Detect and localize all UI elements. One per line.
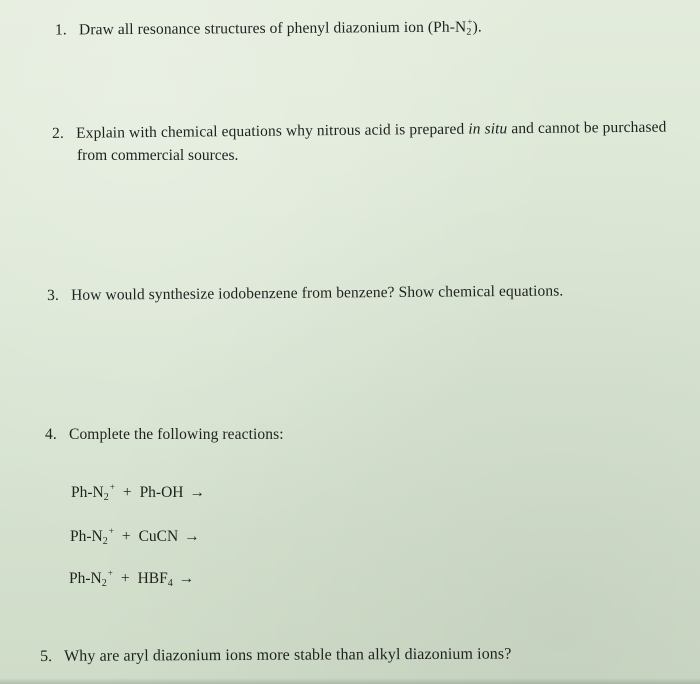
reaction-arrow: → [184, 528, 200, 545]
question-2-continuation: from commercial sources. [77, 147, 239, 164]
reaction-2 [70, 526, 200, 547]
subscript: 2 [102, 536, 108, 547]
subscript: 2 [101, 578, 107, 589]
question-number: 2. [52, 124, 65, 142]
question-1 [55, 12, 482, 46]
reaction-1 [71, 482, 205, 503]
question-text: Draw all resonance structures of phenyl diazonium ion (Ph-N [78, 18, 467, 39]
reaction-3 [69, 568, 194, 589]
question-5 [40, 644, 511, 667]
superscript: + [109, 482, 115, 492]
question-text-end: ). [472, 18, 482, 36]
superscript: + [467, 16, 473, 27]
superscript: + [108, 526, 114, 536]
reagent-subscript: 4 [167, 578, 173, 589]
italic-term: in situ [468, 120, 508, 138]
question-2 [52, 117, 666, 144]
question-text: Why are aryl diazonium ions more stable than alkyl diazonium ions? [64, 645, 512, 665]
page-bottom-shadow [0, 678, 700, 684]
question-number: 3. [47, 286, 59, 304]
reaction-arrow: → [189, 484, 205, 501]
plus-sign: + [120, 570, 130, 587]
plus-sign: + [122, 484, 132, 501]
subscript: 2 [466, 26, 472, 38]
question-number: 1. [54, 21, 67, 39]
reactant: Ph-N [69, 570, 102, 587]
question-text: How would synthesize iodobenzene from benzene? Show chemical equations. [71, 282, 564, 304]
plus-sign: + [121, 528, 131, 545]
reagent: HBF [137, 570, 168, 587]
question-text: Explain with chemical equations why nitrous acid is prepared [76, 120, 469, 142]
superscript: + [107, 568, 113, 578]
question-number: 4. [45, 426, 57, 443]
question-text: Complete the following reactions: [69, 426, 284, 443]
question-text-end: and cannot be purchased [507, 118, 667, 138]
question-3 [47, 280, 563, 306]
reactant: Ph-N [71, 484, 104, 501]
reactant: Ph-N [70, 528, 103, 545]
reagent: CuCN [138, 528, 179, 545]
reaction-arrow: → [178, 570, 195, 587]
reagent: Ph-OH [139, 484, 184, 501]
question-4 [45, 424, 284, 445]
question-number: 5. [40, 647, 53, 665]
subscript: 2 [103, 492, 109, 503]
